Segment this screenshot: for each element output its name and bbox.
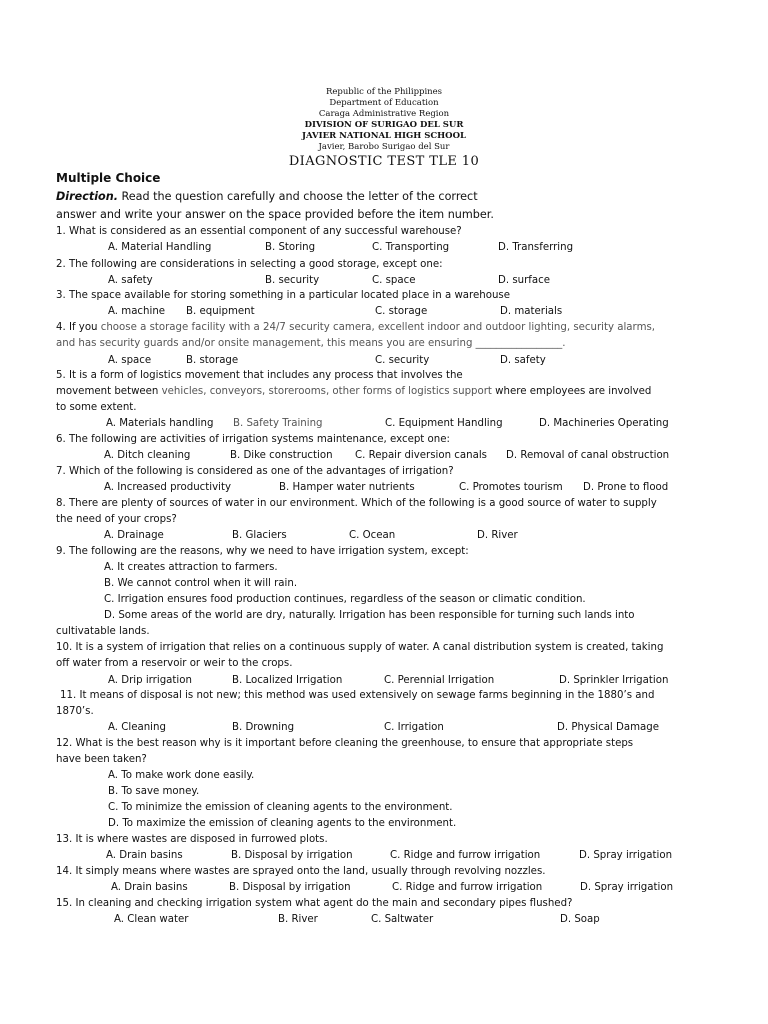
header-division: DIVISION OF SURIGAO DEL SUR [304,120,464,130]
question-1: 1. What is considered as an essential component of any successful warehouse? [56,226,462,237]
q1-choice-d: D. Transferring [498,242,574,253]
q11-choice-b: B. Drowning [232,722,295,733]
q15-choice-c: C. Saltwater [371,914,434,925]
question-8: 8. There are plenty of sources of water in our environment. Which of the following is a good source of water to supply [56,498,657,509]
question-10-line-2: off water from a reservoir or weir to the crops. [56,658,293,669]
q6-choice-a: A. Ditch cleaning [104,450,191,461]
question-5-line-2 [56,385,651,399]
q9-choice-d-line-2: cultivatable lands. [56,626,150,637]
q10-choice-a: A. Drip irrigation [108,675,192,686]
direction-label: Direction. [56,190,118,203]
q12-choice-b: B. To save money. [108,786,200,797]
question-2: 2. The following are considerations in selecting a good storage, except one: [56,259,443,270]
q6-choice-b: B. Dike construction [230,450,333,461]
question-11-line-2: 1870’s. [56,706,94,717]
header-department: Department of Education [329,98,439,108]
q14-choice-c: C. Ridge and furrow irrigation [392,882,543,893]
q6-choice-d: D. Removal of canal obstruction [506,450,670,461]
q10-choice-c: C. Perennial Irrigation [384,675,495,686]
q9-choice-c: C. Irrigation ensures food production continues, regardless of the season or climatic condition. [104,594,586,605]
q5-choice-b: B. Safety Training [233,418,323,429]
question-9: 9. The following are the reasons, why we need to have irrigation system, except: [56,546,469,557]
question-7: 7. Which of the following is considered as one of the advantages of irrigation? [56,466,454,477]
q2-choice-c: C. space [372,275,416,286]
q9-choice-d: D. Some areas of the world are dry, naturally. Irrigation has been responsible for turning such lands into [104,610,635,621]
question-6: 6. The following are activities of irrigation systems maintenance, except one: [56,434,450,445]
q5-choice-d: D. Machineries Operating [539,418,669,429]
q8-choice-d: D. River [477,530,518,541]
q15-choice-a: A. Clean water [114,914,189,925]
q13-choice-c: C. Ridge and furrow irrigation [390,850,541,861]
q1-choice-b: B. Storing [265,242,316,253]
q8-choice-c: C. Ocean [349,530,396,541]
q4-text-start: 4. If you [56,322,101,333]
q5-text-end: where employees are involved [491,386,652,397]
question-8-line-2: the need of your crops? [56,514,177,525]
q8-choice-b: B. Glaciers [232,530,287,541]
test-title: DIAGNOSTIC TEST TLE 10 [288,154,480,169]
q14-choice-b: B. Disposal by irrigation [229,882,351,893]
q14-choice-a: A. Drain basins [111,882,188,893]
direction-text-1: Read the question carefully and choose the letter of the correct [117,190,478,203]
question-5: 5. It is a form of logistics movement that includes any process that involves the [56,370,463,381]
question-10: 10. It is a system of irrigation that relies on a continuous supply of water. A canal distribution system is created, taking [56,642,664,653]
question-4-line-2: and has security guards and/or onsite management, this means you are ensuring _________________. [56,338,566,349]
q13-choice-d: D. Spray irrigation [579,850,673,861]
q6-choice-c: C. Repair diversion canals [355,450,487,461]
q8-choice-a: A. Drainage [104,530,164,541]
direction-line-1 [56,189,478,205]
section-heading: Multiple Choice [56,171,161,185]
q5-text-gray: vehicles, conveyors, storerooms, other forms of logistics support [161,386,492,397]
q5-choice-c: C. Equipment Handling [385,418,503,429]
q7-choice-b: B. Hamper water nutrients [279,482,415,493]
q1-choice-a: A. Material Handling [108,242,212,253]
q12-choice-d: D. To maximize the emission of cleaning agents to the environment. [108,818,457,829]
question-13: 13. It is where wastes are disposed in furrowed plots. [56,834,328,845]
header-school: JAVIER NATIONAL HIGH SCHOOL [302,131,466,141]
q3-choice-a: A. machine [108,306,166,317]
header-region: Caraga Administrative Region [318,109,450,119]
q2-choice-d: D. surface [498,275,550,286]
q5-choice-a: A. Materials handling [106,418,214,429]
header-republic: Republic of the Philippines [325,87,443,97]
direction-line-2: answer and write your answer on the space provided before the item number. [56,208,494,221]
header-address: Javier, Barobo Surigao del Sur [318,142,450,152]
question-3: 3. The space available for storing something in a particular located place in a warehouse [56,290,510,301]
q4-choice-b: B. storage [186,355,239,366]
question-5-line-3: to some extent. [56,402,137,413]
q5-text-start: movement between [56,386,162,397]
q13-choice-a: A. Drain basins [106,850,183,861]
q12-choice-a: A. To make work done easily. [108,770,255,781]
q11-choice-d: D. Physical Damage [557,722,659,733]
question-11: 11. It means of disposal is not new; this method was used extensively on sewage farms beginning in the 1880’s and [60,690,655,701]
q10-choice-b: B. Localized Irrigation [232,675,343,686]
q4-choice-d: D. safety [500,355,546,366]
q9-choice-a: A. It creates attraction to farmers. [104,562,278,573]
q7-choice-a: A. Increased productivity [104,482,231,493]
q4-choice-c: C. security [375,355,430,366]
q4-text-gray: choose a storage facility with a 24/7 security camera, excellent indoor and outdoor lighting, security alarms, [100,322,656,333]
q11-choice-c: C. Irrigation [384,722,444,733]
q4-choice-a: A. space [108,355,152,366]
q14-choice-d: D. Spray irrigation [580,882,674,893]
q10-choice-d: D. Sprinkler Irrigation [559,675,669,686]
q7-choice-c: C. Promotes tourism [459,482,563,493]
q13-choice-b: B. Disposal by irrigation [231,850,353,861]
q11-choice-a: A. Cleaning [108,722,166,733]
q2-choice-a: A. safety [108,275,153,286]
q3-choice-d: D. materials [500,306,563,317]
q9-choice-b: B. We cannot control when it will rain. [104,578,298,589]
q7-choice-d: D. Prone to flood [583,482,669,493]
q12-choice-c: C. To minimize the emission of cleaning agents to the environment. [108,802,453,813]
question-14: 14. It simply means where wastes are sprayed onto the land, usually through revolving nozzles. [56,866,546,877]
question-4 [56,321,655,335]
q15-choice-b: B. River [278,914,318,925]
q2-choice-b: B. security [265,275,320,286]
question-15: 15. In cleaning and checking irrigation system what agent do the main and secondary pipes flushed? [56,898,573,909]
q3-choice-c: C. storage [375,306,428,317]
q3-choice-b: B. equipment [186,306,255,317]
q1-choice-c: C. Transporting [372,242,450,253]
question-12: 12. What is the best reason why is it important before cleaning the greenhouse, to ensure that appropriate steps [56,738,634,749]
q15-choice-d: D. Soap [560,914,600,925]
question-12-line-2: have been taken? [56,754,147,765]
